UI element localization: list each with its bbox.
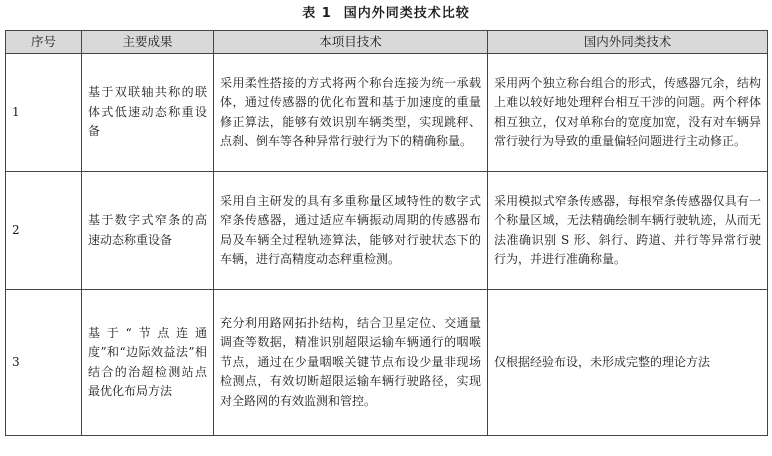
table-row bbox=[6, 54, 768, 172]
cell-no: 1 bbox=[6, 54, 82, 172]
cell-similar-tech: 采用两个独立称台组合的形式，传感器冗余，结构上难以较好地处理秤台相互干涉的问题。两个秤体相互独立，仅对单称台的宽度加宽，没有对车辆异常行驶行为导致的重量偏轻问题进行主动修正。 bbox=[488, 54, 768, 172]
table-caption-label: 表 1 bbox=[302, 6, 332, 21]
table-header-row bbox=[6, 31, 768, 54]
table-row bbox=[6, 172, 768, 290]
cell-this-project: 采用自主研发的具有多重称量区域特性的数字式窄条传感器，通过适应车辆振动周期的传感器布局及车辆全过程轨迹算法，能够对行驶状态下的车辆，进行高精度动态秤重检测。 bbox=[214, 172, 488, 290]
header-this-project: 本项目技术 bbox=[214, 31, 488, 54]
table-caption bbox=[5, 4, 767, 24]
header-similar-tech: 国内外同类技术 bbox=[488, 31, 768, 54]
cell-this-project: 采用柔性搭接的方式将两个称台连接为统一承载体，通过传感器的优化布置和基于加速度的重量修正算法，能够有效识别车辆类型，实现跳秤、点刹、倒车等各种异常行驶行为下的精确称量。 bbox=[214, 54, 488, 172]
header-no: 序号 bbox=[6, 31, 82, 54]
cell-achievement: 基于数字式窄条的高速动态称重设备 bbox=[82, 172, 214, 290]
cell-similar-tech: 采用模拟式窄条传感器，每根窄条传感器仅具有一个称量区域，无法精确绘制车辆行驶轨迹，从而无法准确识别 S 形、斜行、跨道、并行等异常行驶行为，并进行准确称量。 bbox=[488, 172, 768, 290]
cell-achievement: 基于“节点连通度”和“边际效益法”相结合的治超检测站点最优化布局方法 bbox=[82, 290, 214, 436]
table-row bbox=[6, 290, 768, 436]
comparison-table bbox=[5, 30, 768, 436]
cell-similar-tech: 仅根据经验布设，未形成完整的理论方法 bbox=[488, 290, 768, 436]
cell-achievement: 基于双联轴共称的联体式低速动态称重设备 bbox=[82, 54, 214, 172]
cell-no: 2 bbox=[6, 172, 82, 290]
table-caption-title: 国内外同类技术比较 bbox=[343, 6, 470, 21]
header-achievement: 主要成果 bbox=[82, 31, 214, 54]
cell-this-project: 充分利用路网拓扑结构，结合卫星定位、交通量调查等数据，精准识别超限运输车辆通行的咽喉节点，通过在少量咽喉关键节点布设少量非现场检测点，有效切断超限运输车辆行驶路径，实现对全路网的有效监测和管控。 bbox=[214, 290, 488, 436]
cell-no: 3 bbox=[6, 290, 82, 436]
